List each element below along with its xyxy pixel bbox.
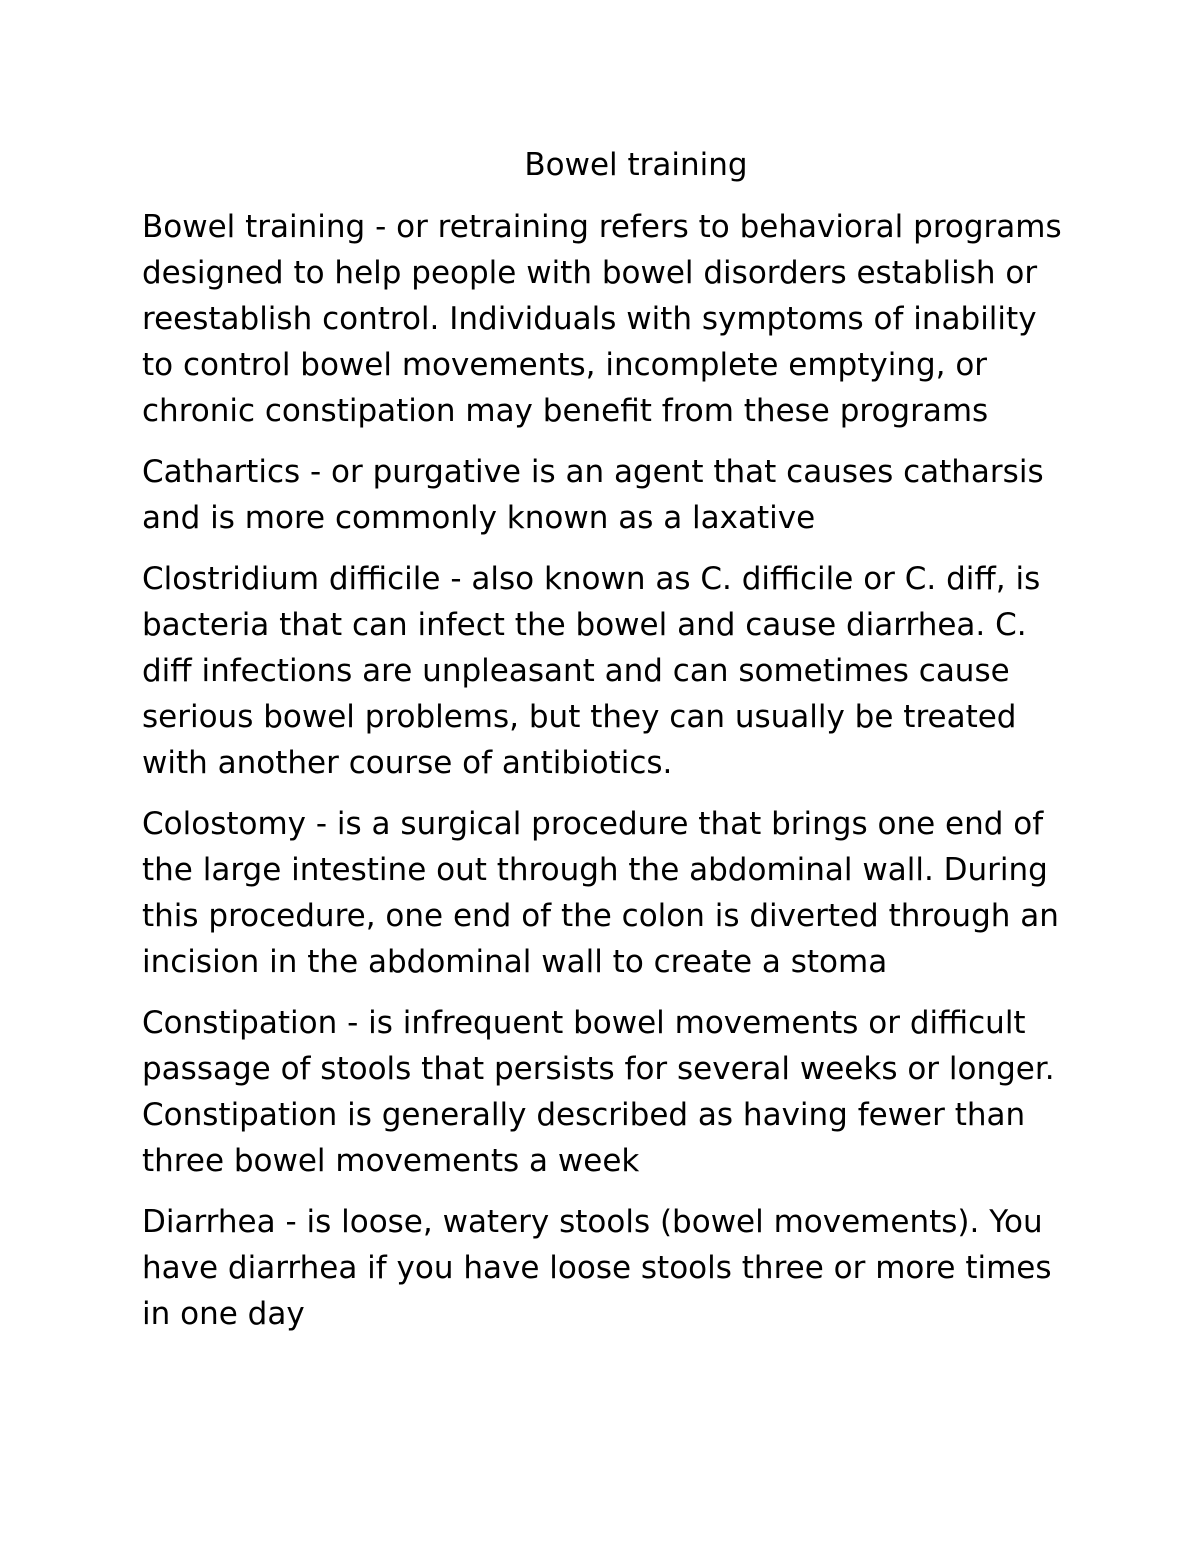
glossary-entry-cathartics: Cathartics - or purgative is an agent that causes catharsis and is more commonly known as a laxative — [142, 454, 1044, 536]
glossary-entry-clostridium-difficile: Clostridium difficile - also known as C. difficile or C. diff, is bacteria that can infect the bowel and cause diarrhea. C. diff infections are unpleasant and can sometimes cause serious bowel problems, but they can usually be treated with another course of antibiotics. — [142, 561, 1041, 781]
glossary-list — [142, 204, 1062, 1352]
glossary-entry-colostomy: Colostomy - is a surgical procedure that brings one end of the large intestine out through the abdominal wall. During this procedure, one end of the colon is diverted through an incision in the abdominal wall to create a stoma — [142, 806, 1059, 980]
document-title: Bowel training — [524, 147, 748, 183]
glossary-entry-diarrhea: Diarrhea - is loose, watery stools (bowel movements). You have diarrhea if you have loose stools three or more times in one day — [142, 1204, 1052, 1332]
glossary-entry-bowel-training: Bowel training - or retraining refers to behavioral programs designed to help people with bowel disorders establish or reestablish control. Individuals with symptoms of inability to control bowel movements, incomplete emptying, or chronic constipation may benefit from these programs — [142, 209, 1062, 429]
glossary-entry-constipation: Constipation - is infrequent bowel movements or difficult passage of stools that persists for several weeks or longer. Constipation is generally described as having fewer than three bowel movements a week — [142, 1005, 1055, 1179]
